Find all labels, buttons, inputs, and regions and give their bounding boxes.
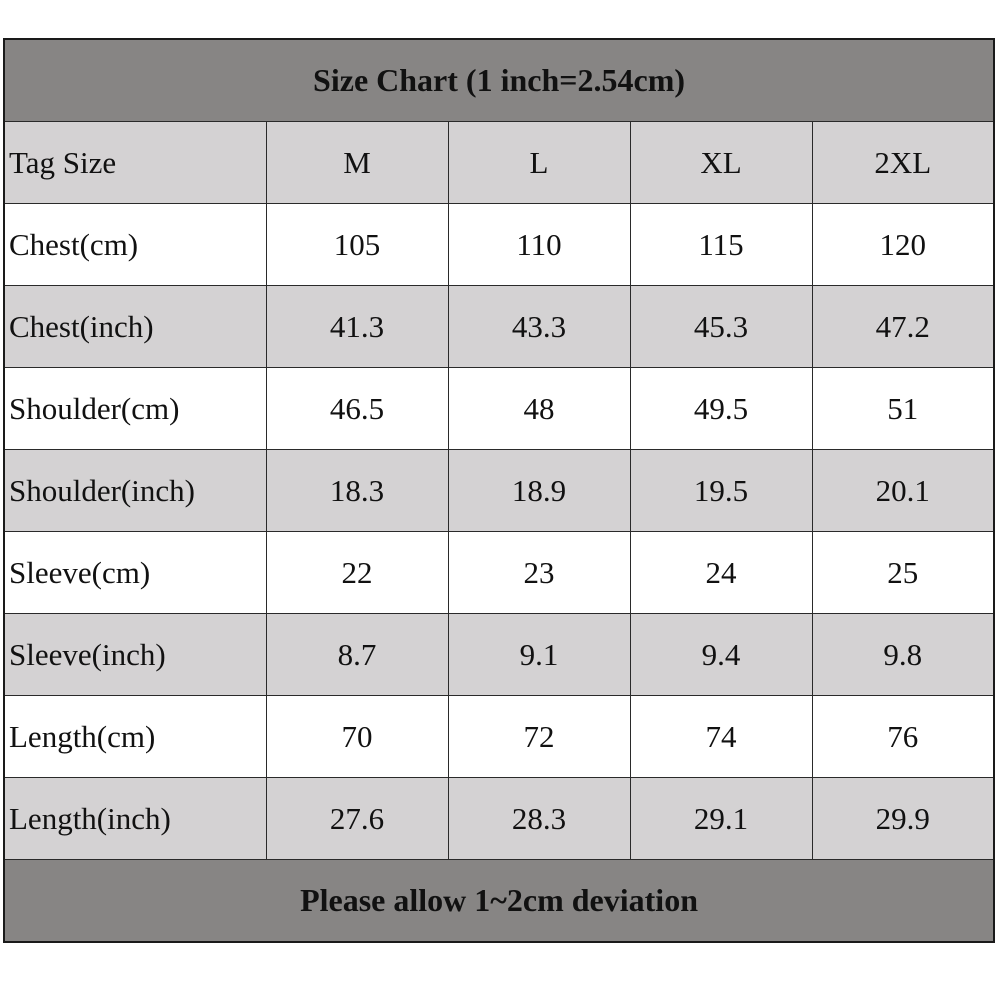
value-cell-xl: 49.5 (630, 368, 812, 450)
table-row (4, 368, 994, 450)
value-cell-2xl: 51 (812, 368, 994, 450)
table-row (4, 778, 994, 860)
value-cell-2xl: 20.1 (812, 450, 994, 532)
row-label-cell: Sleeve(inch) (4, 614, 266, 696)
row-label-cell: Shoulder(cm) (4, 368, 266, 450)
value-cell-xl: 9.4 (630, 614, 812, 696)
value-cell-l: 28.3 (448, 778, 630, 860)
value-cell-2xl: 120 (812, 204, 994, 286)
table-row (4, 204, 994, 286)
row-label-cell: Length(cm) (4, 696, 266, 778)
value-cell-xl: 24 (630, 532, 812, 614)
value-cell-l: 18.9 (448, 450, 630, 532)
value-cell-xl: 115 (630, 204, 812, 286)
row-label-cell: Chest(inch) (4, 286, 266, 368)
title-row (4, 39, 994, 122)
size-header-2xl: 2XL (812, 122, 994, 204)
table-row (4, 450, 994, 532)
header-label-cell: Tag Size (4, 122, 266, 204)
value-cell-xl: 29.1 (630, 778, 812, 860)
value-cell-l: 110 (448, 204, 630, 286)
value-cell-2xl: 47.2 (812, 286, 994, 368)
size-header-l: L (448, 122, 630, 204)
value-cell-xl: 19.5 (630, 450, 812, 532)
row-label-cell: Sleeve(cm) (4, 532, 266, 614)
value-cell-2xl: 76 (812, 696, 994, 778)
table-row (4, 696, 994, 778)
chart-footer-note: Please allow 1~2cm deviation (4, 860, 994, 943)
table-row (4, 614, 994, 696)
value-cell-2xl: 25 (812, 532, 994, 614)
table-row (4, 286, 994, 368)
row-label-cell: Chest(cm) (4, 204, 266, 286)
row-label-cell: Length(inch) (4, 778, 266, 860)
value-cell-2xl: 9.8 (812, 614, 994, 696)
size-header-xl: XL (630, 122, 812, 204)
table-row (4, 532, 994, 614)
row-label-cell: Shoulder(inch) (4, 450, 266, 532)
value-cell-xl: 74 (630, 696, 812, 778)
chart-title: Size Chart (1 inch=2.54cm) (4, 39, 994, 122)
value-cell-m: 70 (266, 696, 448, 778)
value-cell-m: 8.7 (266, 614, 448, 696)
value-cell-l: 48 (448, 368, 630, 450)
value-cell-l: 72 (448, 696, 630, 778)
value-cell-m: 105 (266, 204, 448, 286)
value-cell-xl: 45.3 (630, 286, 812, 368)
value-cell-l: 43.3 (448, 286, 630, 368)
size-header-m: M (266, 122, 448, 204)
value-cell-m: 27.6 (266, 778, 448, 860)
value-cell-m: 18.3 (266, 450, 448, 532)
value-cell-m: 41.3 (266, 286, 448, 368)
footer-row (4, 860, 994, 943)
size-chart-table (3, 38, 995, 943)
value-cell-2xl: 29.9 (812, 778, 994, 860)
table-body (4, 204, 994, 860)
header-row (4, 122, 994, 204)
value-cell-l: 23 (448, 532, 630, 614)
value-cell-l: 9.1 (448, 614, 630, 696)
value-cell-m: 46.5 (266, 368, 448, 450)
value-cell-m: 22 (266, 532, 448, 614)
